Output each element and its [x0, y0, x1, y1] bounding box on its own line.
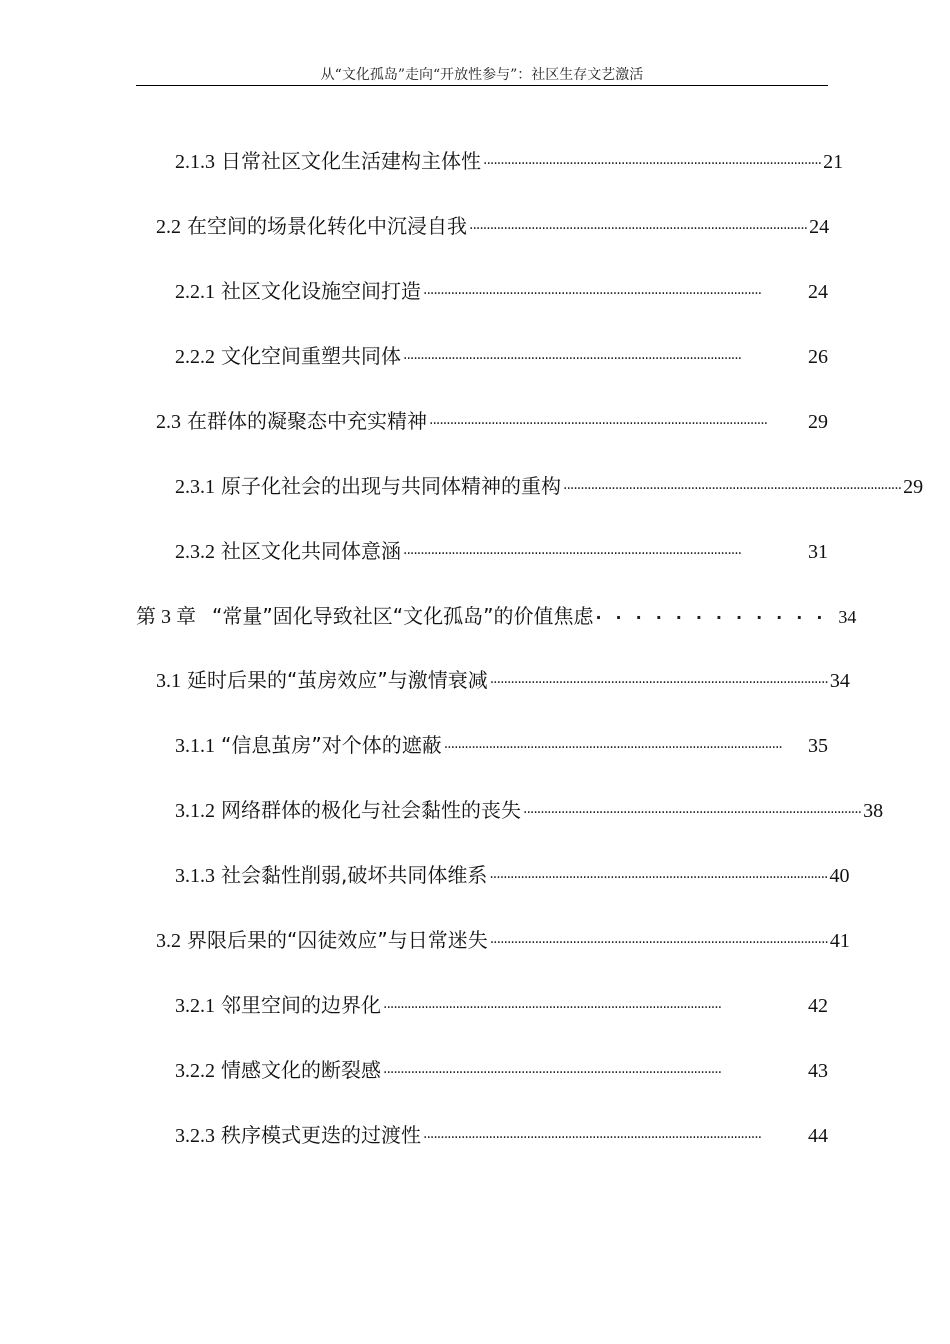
toc-number: 2.3	[156, 411, 181, 433]
toc-title: 社区文化设施空间打造	[221, 279, 421, 303]
toc-number: 3.1	[156, 670, 181, 692]
toc-page: 44	[808, 1125, 828, 1147]
toc-page: 42	[808, 995, 828, 1017]
toc-page: 24	[809, 216, 830, 238]
toc-entry[interactable]	[175, 276, 828, 306]
dot-leader: ··································································································	[383, 1000, 722, 1016]
toc-number: 2.2.1	[175, 281, 215, 303]
dot-leader: ··································································································	[423, 1130, 762, 1146]
toc-page: 41	[829, 930, 850, 952]
toc-entry[interactable]	[156, 406, 828, 436]
toc-number: 3.2.3	[175, 1125, 215, 1147]
toc-page: 21	[823, 151, 844, 173]
dot-leader: ··································································································	[523, 805, 862, 821]
toc-page: 34	[829, 670, 850, 692]
toc-number: 3.1.2	[175, 800, 215, 822]
toc-title: “常量”固化导致社区“文化孤岛”的价值焦虑	[212, 604, 594, 628]
toc-title: 情感文化的断裂感	[221, 1058, 381, 1082]
toc-page: 34	[838, 607, 857, 627]
toc-entry[interactable]	[175, 1055, 828, 1085]
toc-title: 网络群体的极化与社会黏性的丧失	[221, 798, 521, 822]
toc-page: 24	[808, 281, 828, 303]
toc-number: 2.3.2	[175, 541, 215, 563]
toc-title: 社会黏性削弱,破坏共同体维系	[221, 863, 488, 887]
toc-entry[interactable]	[156, 925, 850, 955]
dot-leader: ··································································································	[443, 740, 782, 756]
toc-title: 日常社区文化生活建构主体性	[221, 149, 481, 173]
toc-entry[interactable]	[175, 990, 828, 1020]
toc-entry[interactable]	[175, 860, 850, 890]
dot-leader: ··································································································	[489, 675, 828, 691]
toc-chapter-entry[interactable]	[136, 601, 857, 631]
toc-page: 29	[808, 411, 828, 433]
toc-title: “信息茧房”对个体的遮蔽	[221, 733, 442, 757]
toc-number: 3.2.2	[175, 1060, 215, 1082]
toc-number: 2.3.1	[175, 476, 215, 498]
toc-title: 秩序模式更迭的过渡性	[221, 1123, 421, 1147]
toc-entry[interactable]	[156, 211, 828, 241]
toc-entry[interactable]	[175, 146, 844, 176]
toc-entry[interactable]	[175, 471, 924, 501]
toc-number: 3.2.1	[175, 995, 215, 1017]
toc-entry[interactable]	[175, 795, 884, 825]
toc-page: 38	[863, 800, 884, 822]
running-header: 从“文化孤岛”走向“开放性参与”：社区生存文艺激活	[320, 67, 644, 83]
dot-leader: ··································································································	[429, 416, 768, 432]
dot-leader: ··································································································	[403, 546, 742, 562]
dot-leader: ··································································································	[489, 870, 828, 886]
toc-title: 界限后果的“囚徒效应”与日常迷失	[187, 928, 488, 952]
dot-leader: ··································································································	[383, 1065, 722, 1081]
dot-leader: ··································································································	[423, 286, 762, 302]
toc-entry[interactable]	[175, 341, 828, 371]
toc-number: 第 3 章	[136, 606, 196, 628]
dot-leader: ··································································································	[403, 351, 742, 367]
toc-entry[interactable]	[175, 730, 828, 760]
toc-title: 文化空间重塑共同体	[221, 344, 401, 368]
toc-number: 2.2.2	[175, 346, 215, 368]
toc-page: 26	[808, 346, 828, 368]
header-rule	[136, 85, 828, 86]
toc-title: 原子化社会的出现与共同体精神的重构	[221, 474, 561, 498]
toc-entry[interactable]	[156, 665, 850, 695]
toc-page: 43	[808, 1060, 828, 1082]
dot-leader: ··································································································	[469, 221, 808, 237]
dot-leader: ··································································································	[563, 481, 902, 497]
toc-page: 35	[808, 735, 828, 757]
toc-title: 在空间的场景化转化中沉浸自我	[187, 214, 467, 238]
toc-page: 29	[903, 476, 924, 498]
dot-leader: ··································································································	[483, 156, 822, 172]
toc-number: 2.1.3	[175, 151, 215, 173]
toc-page: 40	[829, 865, 850, 887]
toc-page: 31	[808, 541, 828, 563]
toc-entry[interactable]	[175, 1120, 828, 1150]
toc-number: 3.2	[156, 930, 181, 952]
toc-title: 延时后果的“茧房效应”与激情衰减	[187, 668, 488, 692]
dot-leader: ··································································································	[489, 935, 828, 951]
toc-title: 在群体的凝聚态中充实精神	[187, 409, 427, 433]
toc-title: 社区文化共同体意涵	[221, 539, 401, 563]
toc-title: 邻里空间的边界化	[221, 993, 381, 1017]
toc-number: 2.2	[156, 216, 181, 238]
toc-entry[interactable]	[175, 536, 828, 566]
toc-number: 3.1.3	[175, 865, 215, 887]
dot-leader: ············	[595, 608, 837, 627]
toc-number: 3.1.1	[175, 735, 215, 757]
